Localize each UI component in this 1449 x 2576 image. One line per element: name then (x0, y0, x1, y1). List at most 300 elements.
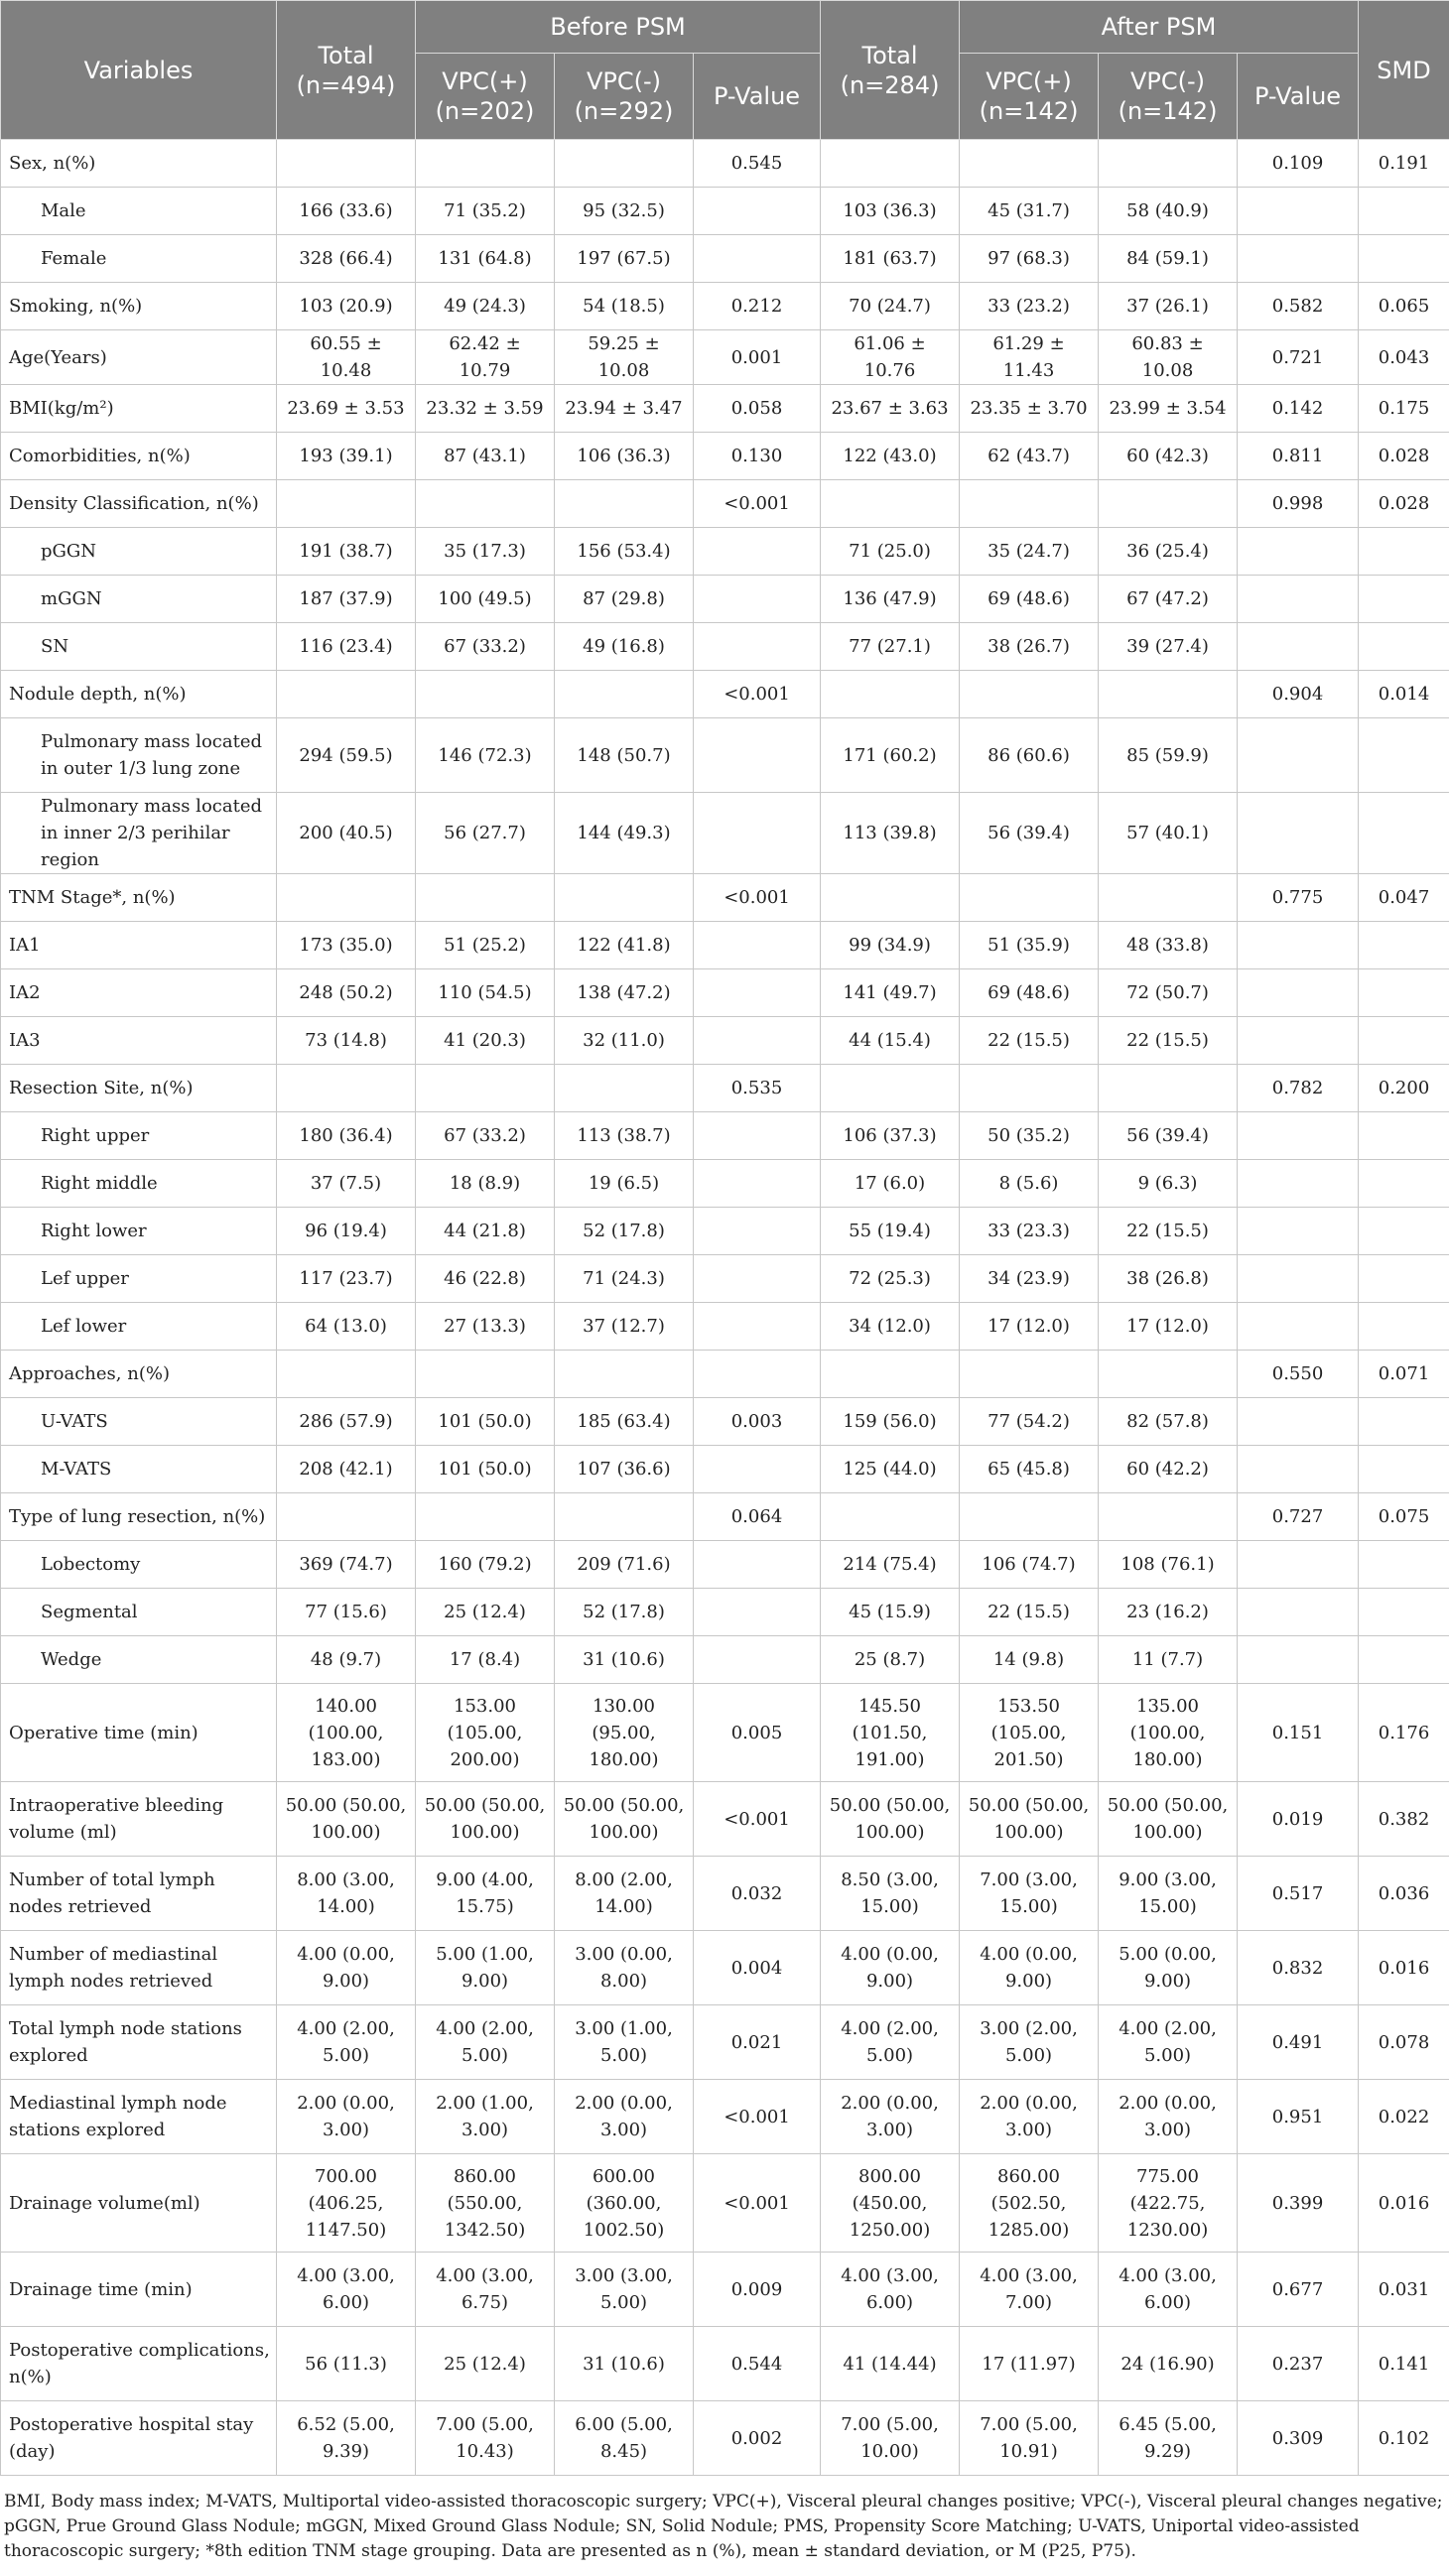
cell-vpc-neg-before: 31 (10.6) (555, 2327, 694, 2401)
cell-smd (1359, 1589, 1449, 1636)
cell-total-before: 4.00 (0.00, 9.00) (277, 1931, 416, 2005)
table-row (1, 623, 1449, 671)
cell-pvalue-after (1238, 793, 1359, 874)
cell-pvalue-after: 0.517 (1238, 1857, 1359, 1931)
cell-smd: 0.031 (1359, 2253, 1449, 2327)
row-label: Mediastinal lymph node stations explored (1, 2080, 277, 2154)
cell-smd (1359, 1112, 1449, 1160)
cell-vpc-pos-before: 56 (27.7) (416, 793, 555, 874)
cell-pvalue-before (694, 1112, 821, 1160)
cell-vpc-neg-before: 54 (18.5) (555, 283, 694, 330)
row-label: Drainage time (min) (1, 2253, 277, 2327)
table-row (1, 2005, 1449, 2080)
cell-pvalue-after (1238, 1398, 1359, 1446)
cell-vpc-neg-after: 50.00 (50.00, 100.00) (1099, 1782, 1238, 1857)
cell-pvalue-after: 0.904 (1238, 671, 1359, 718)
cell-total-after: 71 (25.0) (821, 528, 960, 576)
cell-vpc-pos-after (960, 671, 1099, 718)
cell-vpc-pos-after: 35 (24.7) (960, 528, 1099, 576)
cell-vpc-pos-before: 62.42 ± 10.79 (416, 330, 555, 385)
cell-pvalue-before (694, 969, 821, 1017)
cell-total-before: 56 (11.3) (277, 2327, 416, 2401)
cell-smd: 0.175 (1359, 385, 1449, 433)
cell-vpc-pos-before: 49 (24.3) (416, 283, 555, 330)
cell-total-after (821, 671, 960, 718)
cell-vpc-pos-after: 33 (23.2) (960, 283, 1099, 330)
cell-total-after: 800.00 (450.00, 1250.00) (821, 2154, 960, 2253)
cell-total-after: 106 (37.3) (821, 1112, 960, 1160)
cell-vpc-pos-before: 23.32 ± 3.59 (416, 385, 555, 433)
cell-total-before: 60.55 ± 10.48 (277, 330, 416, 385)
cell-vpc-neg-after (1099, 1065, 1238, 1112)
cell-vpc-pos-before: 4.00 (3.00, 6.75) (416, 2253, 555, 2327)
cell-vpc-pos-after: 17 (11.97) (960, 2327, 1099, 2401)
cell-vpc-neg-before: 59.25 ± 10.08 (555, 330, 694, 385)
cell-vpc-pos-before (416, 1351, 555, 1398)
table-row (1, 576, 1449, 623)
cell-total-before: 173 (35.0) (277, 922, 416, 969)
row-label: Nodule depth, n(%) (1, 671, 277, 718)
row-label: Number of total lymph nodes retrieved (1, 1857, 277, 1931)
cell-smd (1359, 1303, 1449, 1351)
cell-vpc-neg-after: 5.00 (0.00, 9.00) (1099, 1931, 1238, 2005)
cell-total-after: 125 (44.0) (821, 1446, 960, 1493)
cell-vpc-neg-after: 4.00 (3.00, 6.00) (1099, 2253, 1238, 2327)
cell-vpc-pos-after (960, 140, 1099, 188)
cell-total-before: 73 (14.8) (277, 1017, 416, 1065)
row-label: Segmental (1, 1589, 277, 1636)
cell-pvalue-before (694, 1208, 821, 1255)
cell-vpc-pos-after (960, 874, 1099, 922)
header-vpc-neg-before: VPC(-) (n=292) (555, 54, 694, 140)
cell-pvalue-before: 0.545 (694, 140, 821, 188)
cell-vpc-pos-before (416, 671, 555, 718)
cell-smd (1359, 793, 1449, 874)
cell-smd: 0.022 (1359, 2080, 1449, 2154)
cell-pvalue-after: 0.237 (1238, 2327, 1359, 2401)
cell-vpc-pos-after (960, 1351, 1099, 1398)
cell-total-before (277, 671, 416, 718)
cell-vpc-neg-after: 4.00 (2.00, 5.00) (1099, 2005, 1238, 2080)
cell-pvalue-after (1238, 576, 1359, 623)
cell-vpc-pos-before (416, 1065, 555, 1112)
table-row (1, 1589, 1449, 1636)
cell-total-after: 8.50 (3.00, 15.00) (821, 1857, 960, 1931)
table-row (1, 1255, 1449, 1303)
row-label: Lef upper (1, 1255, 277, 1303)
cell-pvalue-before (694, 1255, 821, 1303)
cell-total-before: 286 (57.9) (277, 1398, 416, 1446)
cell-total-before (277, 1065, 416, 1112)
cell-vpc-pos-after: 86 (60.6) (960, 718, 1099, 793)
cell-vpc-pos-before: 153.00 (105.00, 200.00) (416, 1684, 555, 1782)
header-vpc-pos-after: VPC(+) (n=142) (960, 54, 1099, 140)
cell-total-before: 2.00 (0.00, 3.00) (277, 2080, 416, 2154)
cell-vpc-neg-before (555, 1065, 694, 1112)
row-label: Lobectomy (1, 1541, 277, 1589)
cell-total-after (821, 140, 960, 188)
cell-vpc-pos-before: 100 (49.5) (416, 576, 555, 623)
table-row (1, 528, 1449, 576)
cell-vpc-pos-after: 50 (35.2) (960, 1112, 1099, 1160)
cell-pvalue-before (694, 1446, 821, 1493)
cell-vpc-pos-after (960, 480, 1099, 528)
cell-vpc-neg-after: 85 (59.9) (1099, 718, 1238, 793)
cell-vpc-neg-before: 106 (36.3) (555, 433, 694, 480)
cell-vpc-pos-after: 3.00 (2.00, 5.00) (960, 2005, 1099, 2080)
cell-total-after: 61.06 ± 10.76 (821, 330, 960, 385)
cell-vpc-pos-before: 87 (43.1) (416, 433, 555, 480)
cell-vpc-neg-after: 56 (39.4) (1099, 1112, 1238, 1160)
cell-vpc-pos-before: 25 (12.4) (416, 2327, 555, 2401)
cell-total-before (277, 480, 416, 528)
cell-pvalue-before: 0.001 (694, 330, 821, 385)
table-row (1, 874, 1449, 922)
table-row (1, 1782, 1449, 1857)
cell-pvalue-after (1238, 922, 1359, 969)
cell-total-after: 41 (14.44) (821, 2327, 960, 2401)
table-row (1, 235, 1449, 283)
row-label: U-VATS (1, 1398, 277, 1446)
cell-vpc-neg-before: 50.00 (50.00, 100.00) (555, 1782, 694, 1857)
cell-vpc-pos-after: 38 (26.7) (960, 623, 1099, 671)
cell-total-before (277, 874, 416, 922)
cell-total-before: 117 (23.7) (277, 1255, 416, 1303)
cell-total-before: 8.00 (3.00, 14.00) (277, 1857, 416, 1931)
cell-pvalue-after (1238, 718, 1359, 793)
table-footnote: BMI, Body mass index; M-VATS, Multiportal video-assisted thoracoscopic surgery; VPC(+), Visceral pleural changes positive; VPC(-), Visceral pleural changes negative; pGGN, Prue Ground Glass Nodule; mGGN, Mixed Ground Glass Nodule; SN, Solid Nodule; PMS, Propensity Score Matching; U-VATS, Uniportal video-assisted thoracoscopic surgery; *8th edition TNM stage grouping. Data are presented as n (%), mean ± standard deviation, or M (P25, P75). (4, 2492, 1443, 2561)
row-label: IA1 (1, 922, 277, 969)
row-label: Type of lung resection, n(%) (1, 1493, 277, 1541)
table-row (1, 922, 1449, 969)
cell-pvalue-before: 0.009 (694, 2253, 821, 2327)
cell-smd: 0.065 (1359, 283, 1449, 330)
cell-vpc-pos-before: 17 (8.4) (416, 1636, 555, 1684)
table-row (1, 330, 1449, 385)
cell-vpc-pos-after (960, 1493, 1099, 1541)
cell-vpc-pos-after: 153.50 (105.00, 201.50) (960, 1684, 1099, 1782)
table-row (1, 793, 1449, 874)
header-smd: SMD (1359, 1, 1449, 140)
cell-total-after: 103 (36.3) (821, 188, 960, 235)
cell-smd (1359, 1398, 1449, 1446)
cell-vpc-pos-after: 56 (39.4) (960, 793, 1099, 874)
cell-vpc-neg-after: 17 (12.0) (1099, 1303, 1238, 1351)
cell-vpc-neg-after: 67 (47.2) (1099, 576, 1238, 623)
cell-total-before: 369 (74.7) (277, 1541, 416, 1589)
cell-pvalue-after: 0.550 (1238, 1351, 1359, 1398)
cell-vpc-pos-after: 69 (48.6) (960, 969, 1099, 1017)
cell-pvalue-before: 0.003 (694, 1398, 821, 1446)
cell-vpc-neg-before: 148 (50.7) (555, 718, 694, 793)
table-row (1, 1636, 1449, 1684)
row-label: BMI(kg/m²) (1, 385, 277, 433)
cell-pvalue-after: 0.399 (1238, 2154, 1359, 2253)
cell-pvalue-before (694, 188, 821, 235)
cell-total-after: 34 (12.0) (821, 1303, 960, 1351)
row-label: Lef lower (1, 1303, 277, 1351)
cell-vpc-neg-after: 58 (40.9) (1099, 188, 1238, 235)
cell-total-after: 99 (34.9) (821, 922, 960, 969)
table-row (1, 2327, 1449, 2401)
cell-vpc-pos-before: 4.00 (2.00, 5.00) (416, 2005, 555, 2080)
row-label: Number of mediastinal lymph nodes retrieved (1, 1931, 277, 2005)
cell-total-before: 4.00 (2.00, 5.00) (277, 2005, 416, 2080)
cell-vpc-pos-before: 146 (72.3) (416, 718, 555, 793)
cell-vpc-neg-after (1099, 874, 1238, 922)
cell-vpc-neg-after: 775.00 (422.75, 1230.00) (1099, 2154, 1238, 2253)
cell-vpc-pos-before: 101 (50.0) (416, 1446, 555, 1493)
row-label: M-VATS (1, 1446, 277, 1493)
cell-vpc-pos-before: 860.00 (550.00, 1342.50) (416, 2154, 555, 2253)
cell-vpc-neg-after: 135.00 (100.00, 180.00) (1099, 1684, 1238, 1782)
cell-total-after: 171 (60.2) (821, 718, 960, 793)
cell-smd (1359, 188, 1449, 235)
header-pvalue-before: P-Value (694, 54, 821, 140)
cell-vpc-pos-before: 25 (12.4) (416, 1589, 555, 1636)
cell-pvalue-before: <0.001 (694, 480, 821, 528)
cell-total-after: 70 (24.7) (821, 283, 960, 330)
cell-pvalue-after: 0.727 (1238, 1493, 1359, 1541)
cell-total-before: 180 (36.4) (277, 1112, 416, 1160)
cell-total-before (277, 1351, 416, 1398)
cell-vpc-pos-before: 41 (20.3) (416, 1017, 555, 1065)
cell-vpc-pos-after: 2.00 (0.00, 3.00) (960, 2080, 1099, 2154)
cell-vpc-pos-after: 8 (5.6) (960, 1160, 1099, 1208)
cell-vpc-neg-before (555, 480, 694, 528)
cell-pvalue-after: 0.677 (1238, 2253, 1359, 2327)
table-row (1, 433, 1449, 480)
cell-vpc-neg-before: 49 (16.8) (555, 623, 694, 671)
cell-vpc-neg-before: 3.00 (1.00, 5.00) (555, 2005, 694, 2080)
cell-vpc-pos-before (416, 874, 555, 922)
cell-vpc-neg-after: 84 (59.1) (1099, 235, 1238, 283)
cell-vpc-neg-before: 3.00 (3.00, 5.00) (555, 2253, 694, 2327)
cell-smd: 0.071 (1359, 1351, 1449, 1398)
cell-vpc-neg-before: 71 (24.3) (555, 1255, 694, 1303)
cell-total-after (821, 1493, 960, 1541)
cell-vpc-pos-before: 7.00 (5.00, 10.43) (416, 2401, 555, 2476)
row-label: Pulmonary mass located in inner 2/3 perihilar region (1, 793, 277, 874)
cell-pvalue-before (694, 1541, 821, 1589)
cell-vpc-pos-after: 4.00 (3.00, 7.00) (960, 2253, 1099, 2327)
cell-total-after: 141 (49.7) (821, 969, 960, 1017)
cell-vpc-neg-after: 72 (50.7) (1099, 969, 1238, 1017)
cell-total-before: 48 (9.7) (277, 1636, 416, 1684)
cell-total-before: 4.00 (3.00, 6.00) (277, 2253, 416, 2327)
row-label: Right lower (1, 1208, 277, 1255)
cell-total-after: 4.00 (2.00, 5.00) (821, 2005, 960, 2080)
cell-vpc-pos-before (416, 480, 555, 528)
row-label: Drainage volume(ml) (1, 2154, 277, 2253)
table-row (1, 1065, 1449, 1112)
row-label: IA2 (1, 969, 277, 1017)
table-row (1, 2154, 1449, 2253)
cell-smd: 0.016 (1359, 1931, 1449, 2005)
cell-pvalue-before: 0.004 (694, 1931, 821, 2005)
cell-vpc-pos-before: 71 (35.2) (416, 188, 555, 235)
cell-total-before: 37 (7.5) (277, 1160, 416, 1208)
cell-vpc-pos-after: 77 (54.2) (960, 1398, 1099, 1446)
cell-pvalue-after: 0.775 (1238, 874, 1359, 922)
cell-vpc-neg-before: 2.00 (0.00, 3.00) (555, 2080, 694, 2154)
cell-total-after (821, 1065, 960, 1112)
cell-pvalue-before: 0.032 (694, 1857, 821, 1931)
table-row (1, 2253, 1449, 2327)
cell-vpc-pos-before: 44 (21.8) (416, 1208, 555, 1255)
cell-vpc-neg-before: 600.00 (360.00, 1002.50) (555, 2154, 694, 2253)
cell-vpc-neg-after: 9 (6.3) (1099, 1160, 1238, 1208)
cell-total-after: 45 (15.9) (821, 1589, 960, 1636)
cell-smd (1359, 1208, 1449, 1255)
cell-pvalue-after (1238, 188, 1359, 235)
cell-vpc-neg-before (555, 140, 694, 188)
cell-vpc-pos-before: 110 (54.5) (416, 969, 555, 1017)
cell-total-before: 208 (42.1) (277, 1446, 416, 1493)
row-label: Right middle (1, 1160, 277, 1208)
cell-pvalue-before (694, 1303, 821, 1351)
table-row (1, 1493, 1449, 1541)
cell-pvalue-after (1238, 528, 1359, 576)
cell-smd (1359, 922, 1449, 969)
row-label: Resection Site, n(%) (1, 1065, 277, 1112)
row-label: Female (1, 235, 277, 283)
cell-pvalue-before (694, 528, 821, 576)
cell-vpc-neg-before: 122 (41.8) (555, 922, 694, 969)
cell-smd (1359, 969, 1449, 1017)
row-label: Right upper (1, 1112, 277, 1160)
cell-pvalue-before: <0.001 (694, 2080, 821, 2154)
cell-total-before: 700.00 (406.25, 1147.50) (277, 2154, 416, 2253)
cell-vpc-pos-before: 18 (8.9) (416, 1160, 555, 1208)
cell-vpc-neg-before: 6.00 (5.00, 8.45) (555, 2401, 694, 2476)
cell-vpc-pos-after: 14 (9.8) (960, 1636, 1099, 1684)
cell-pvalue-before: 0.058 (694, 385, 821, 433)
table-row (1, 188, 1449, 235)
header-total-before: Total (n=494) (277, 1, 416, 140)
cell-vpc-neg-before: 19 (6.5) (555, 1160, 694, 1208)
cell-vpc-neg-after: 60 (42.3) (1099, 433, 1238, 480)
row-label: Male (1, 188, 277, 235)
cell-smd (1359, 235, 1449, 283)
cell-smd: 0.043 (1359, 330, 1449, 385)
cell-vpc-neg-before (555, 1493, 694, 1541)
cell-total-before: 166 (33.6) (277, 188, 416, 235)
table-row (1, 1398, 1449, 1446)
cell-total-after (821, 874, 960, 922)
cell-pvalue-before: 0.212 (694, 283, 821, 330)
cell-vpc-pos-before: 35 (17.3) (416, 528, 555, 576)
cell-smd: 0.016 (1359, 2154, 1449, 2253)
cell-vpc-pos-after: 7.00 (3.00, 15.00) (960, 1857, 1099, 1931)
row-label: IA3 (1, 1017, 277, 1065)
cell-total-before: 103 (20.9) (277, 283, 416, 330)
row-label: TNM Stage*, n(%) (1, 874, 277, 922)
cell-total-after: 25 (8.7) (821, 1636, 960, 1684)
cell-total-before: 77 (15.6) (277, 1589, 416, 1636)
cell-vpc-pos-after: 22 (15.5) (960, 1589, 1099, 1636)
cell-vpc-pos-before (416, 1493, 555, 1541)
cell-pvalue-before: 0.021 (694, 2005, 821, 2080)
cell-pvalue-before (694, 718, 821, 793)
cell-total-before: 96 (19.4) (277, 1208, 416, 1255)
cell-vpc-neg-before: 156 (53.4) (555, 528, 694, 576)
cell-vpc-neg-after: 9.00 (3.00, 15.00) (1099, 1857, 1238, 1931)
cell-vpc-pos-after: 17 (12.0) (960, 1303, 1099, 1351)
cell-pvalue-after: 0.951 (1238, 2080, 1359, 2154)
cell-vpc-pos-after: 4.00 (0.00, 9.00) (960, 1931, 1099, 2005)
table-row (1, 1160, 1449, 1208)
cell-smd (1359, 718, 1449, 793)
cell-pvalue-before (694, 793, 821, 874)
cell-vpc-pos-after: 50.00 (50.00, 100.00) (960, 1782, 1099, 1857)
cell-pvalue-before: 0.544 (694, 2327, 821, 2401)
cell-pvalue-after: 0.998 (1238, 480, 1359, 528)
cell-smd: 0.075 (1359, 1493, 1449, 1541)
cell-pvalue-after: 0.142 (1238, 385, 1359, 433)
cell-smd: 0.028 (1359, 480, 1449, 528)
row-label: SN (1, 623, 277, 671)
cell-vpc-pos-after: 97 (68.3) (960, 235, 1099, 283)
header-vpc-neg-after: VPC(-) (n=142) (1099, 54, 1238, 140)
cell-vpc-pos-before: 9.00 (4.00, 15.75) (416, 1857, 555, 1931)
cell-vpc-neg-before: 3.00 (0.00, 8.00) (555, 1931, 694, 2005)
cell-total-before: 200 (40.5) (277, 793, 416, 874)
row-label: Total lymph node stations explored (1, 2005, 277, 2080)
cell-total-before: 191 (38.7) (277, 528, 416, 576)
cell-vpc-pos-before: 27 (13.3) (416, 1303, 555, 1351)
cell-vpc-neg-after (1099, 1351, 1238, 1398)
cell-pvalue-before: <0.001 (694, 671, 821, 718)
cell-vpc-pos-before (416, 140, 555, 188)
cell-smd (1359, 1255, 1449, 1303)
cell-pvalue-before: 0.535 (694, 1065, 821, 1112)
cell-pvalue-after: 0.151 (1238, 1684, 1359, 1782)
row-label: Sex, n(%) (1, 140, 277, 188)
cell-total-before: 328 (66.4) (277, 235, 416, 283)
cell-vpc-pos-before: 131 (64.8) (416, 235, 555, 283)
cell-pvalue-after (1238, 1112, 1359, 1160)
cell-total-before: 116 (23.4) (277, 623, 416, 671)
row-label: Density Classification, n(%) (1, 480, 277, 528)
cell-vpc-neg-after: 48 (33.8) (1099, 922, 1238, 969)
cell-vpc-pos-after: 34 (23.9) (960, 1255, 1099, 1303)
cell-vpc-neg-after: 23.99 ± 3.54 (1099, 385, 1238, 433)
cell-smd (1359, 1446, 1449, 1493)
cell-vpc-neg-after: 22 (15.5) (1099, 1208, 1238, 1255)
cell-pvalue-after (1238, 1636, 1359, 1684)
cell-pvalue-after (1238, 623, 1359, 671)
table-row (1, 1112, 1449, 1160)
cell-vpc-pos-before: 67 (33.2) (416, 1112, 555, 1160)
cell-pvalue-after: 0.582 (1238, 283, 1359, 330)
cell-pvalue-after: 0.491 (1238, 2005, 1359, 2080)
cell-pvalue-before: 0.064 (694, 1493, 821, 1541)
table-body (1, 140, 1449, 2476)
cell-vpc-neg-before: 52 (17.8) (555, 1208, 694, 1255)
cell-pvalue-before (694, 576, 821, 623)
cell-vpc-neg-before: 130.00 (95.00, 180.00) (555, 1684, 694, 1782)
cell-vpc-neg-before: 107 (36.6) (555, 1446, 694, 1493)
cell-vpc-neg-after (1099, 671, 1238, 718)
cell-total-after: 4.00 (0.00, 9.00) (821, 1931, 960, 2005)
cell-vpc-neg-before: 52 (17.8) (555, 1589, 694, 1636)
cell-total-before: 187 (37.9) (277, 576, 416, 623)
cell-vpc-neg-after: 6.45 (5.00, 9.29) (1099, 2401, 1238, 2476)
cell-vpc-neg-after: 24 (16.90) (1099, 2327, 1238, 2401)
cell-vpc-pos-after (960, 1065, 1099, 1112)
table-row (1, 1208, 1449, 1255)
